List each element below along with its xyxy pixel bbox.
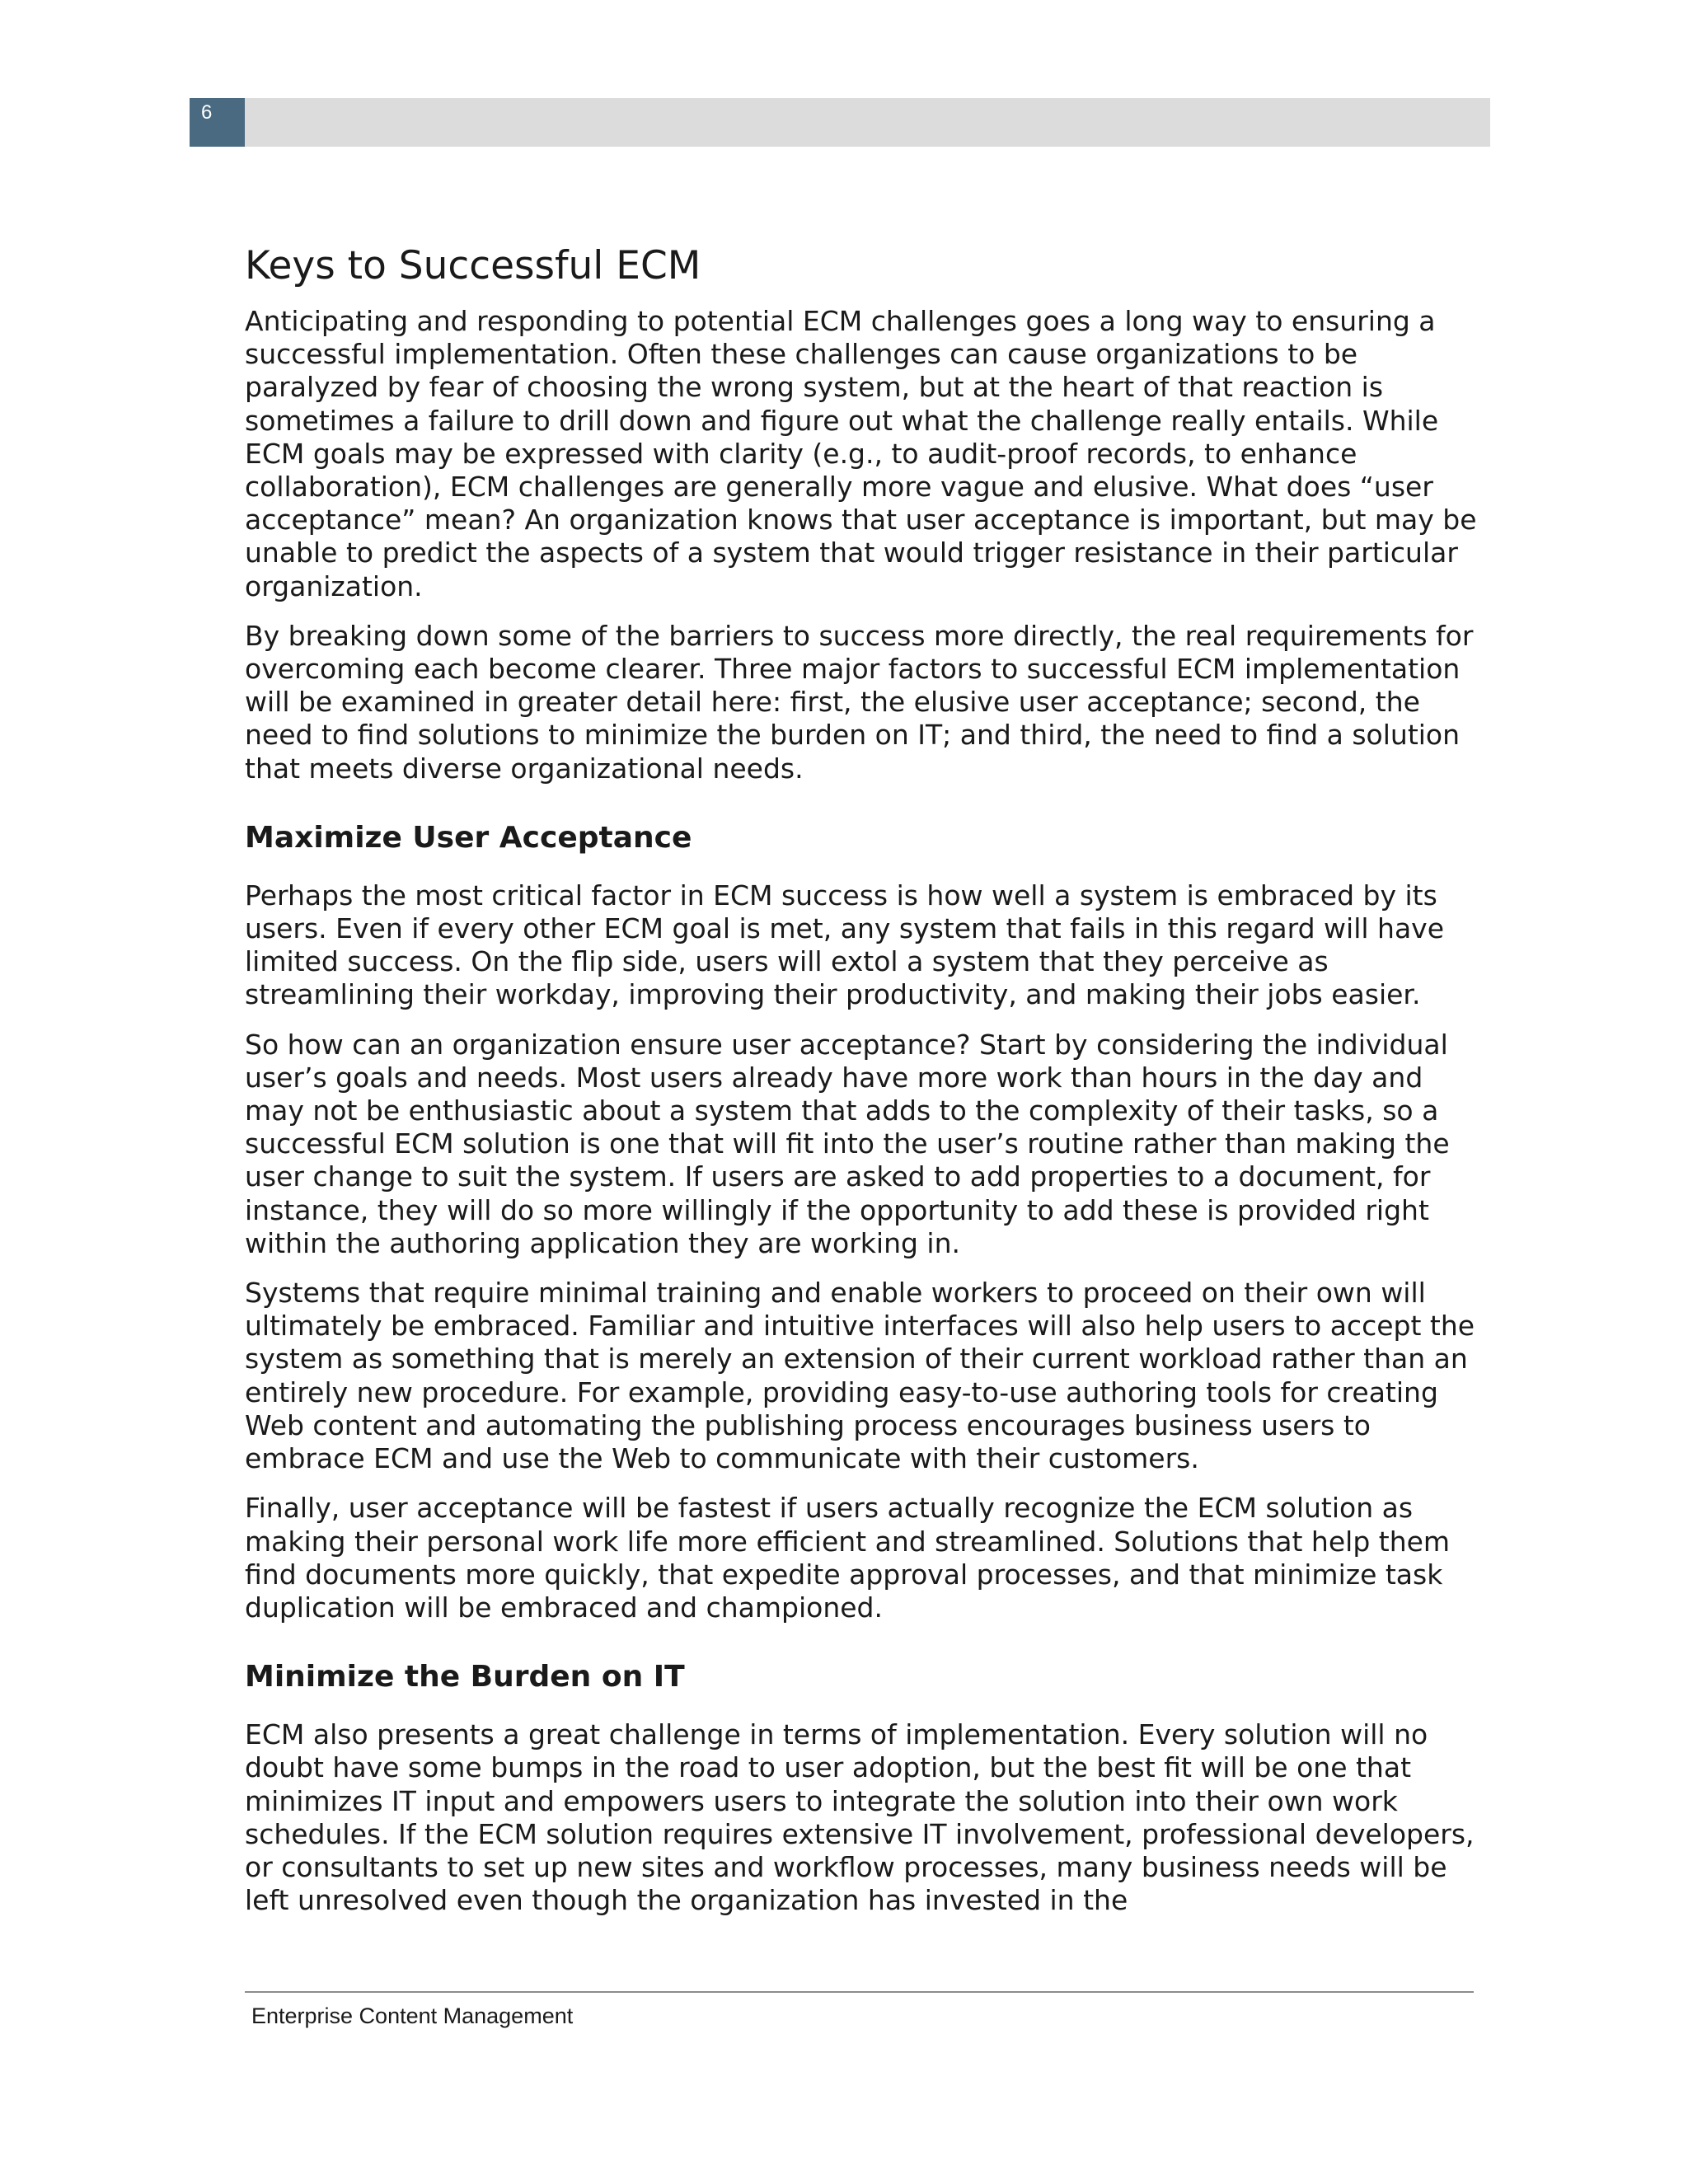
- footer-divider: [245, 1991, 1474, 1993]
- footer-document-title: Enterprise Content Management: [251, 2004, 574, 2028]
- page-number-box: [190, 98, 245, 147]
- page-number: 6: [201, 101, 213, 124]
- page-content: [245, 239, 1481, 1933]
- body-paragraph: Finally, user acceptance will be fastest if users actually recognize the ECM solution as making their personal work life more efficient and streamlined. Solutions that help them find documents more quickly, that expedite approval processes, and that minimize task duplication will be embraced and championed.: [245, 1492, 1451, 1624]
- body-paragraph: So how can an organization ensure user acceptance? Start by considering the individual user’s goals and needs. Most users already have more work than hours in the day and may not be enthusiastic about a system that adds to the complexity of their tasks, so a successful ECM solution is one that will fit into the user’s routine rather than making the user change to suit the system. If users are asked to add properties to a document, for instance, they will do so more willingly if the opportunity to add these is provided right within the authoring application they are working in.: [245, 1028, 1450, 1259]
- intro-paragraph: By breaking down some of the barriers to success more directly, the real requirements for overcoming each become clearer. Three major factors to successful ECM implementation will be examined in greater detail here: first, the elusive user acceptance; second, the need to find solutions to minimize the burden on IT; and third, the need to find a solution that meets diverse organizational needs.: [245, 619, 1474, 785]
- body-paragraph: Perhaps the most critical factor in ECM success is how well a system is embraced by its users. Even if every other ECM goal is met, any system that fails in this regard will have limited success. On the flip side, users will extol a system that they perceive as streamlining their workday, improving their productivity, and making their jobs easier.: [245, 879, 1445, 1011]
- section-heading-user-acceptance: Maximize User Acceptance: [245, 820, 692, 855]
- body-paragraph: Systems that require minimal training and enable workers to proceed on their own will ultimately be embraced. Familiar and intuitive interfaces will also help users to accept the system as something that is merely an extension of their current workload rather than an entirely new procedure. For example, providing easy-to-use authoring tools for creating Web content and automating the publishing process encourages business users to embrace ECM and use the Web to communicate with their customers.: [245, 1277, 1475, 1475]
- section-heading-burden-on-it: Minimize the Burden on IT: [245, 1660, 685, 1694]
- page-title: Keys to Successful ECM: [245, 243, 701, 288]
- intro-paragraph: Anticipating and responding to potential ECM challenges goes a long way to ensuring a successful implementation. Often these challenges can cause organizations to be paralyzed by fear of choosing the wrong system, but at the heart of that reaction is sometimes a failure to drill down and figure out what the challenge really entails. While ECM goals may be expressed with clarity (e.g., to audit-proof records, to enhance collaboration), ECM challenges are generally more vague and elusive. What does “user acceptance” mean? An organization knows that user acceptance is important, but may be unable to predict the aspects of a system that would trigger resistance in their particular organization.: [245, 305, 1477, 602]
- header-bar: [190, 98, 1490, 147]
- body-paragraph: ECM also presents a great challenge in terms of implementation. Every solution will no doubt have some bumps in the road to user adoption, but the best fit will be one that minimizes IT input and empowers users to integrate the solution into their own work schedules. If the ECM solution requires extensive IT involvement, professional developers, or consultants to set up new sites and workflow processes, many business needs will be left unresolved even though the organization has invested in the: [245, 1718, 1475, 1917]
